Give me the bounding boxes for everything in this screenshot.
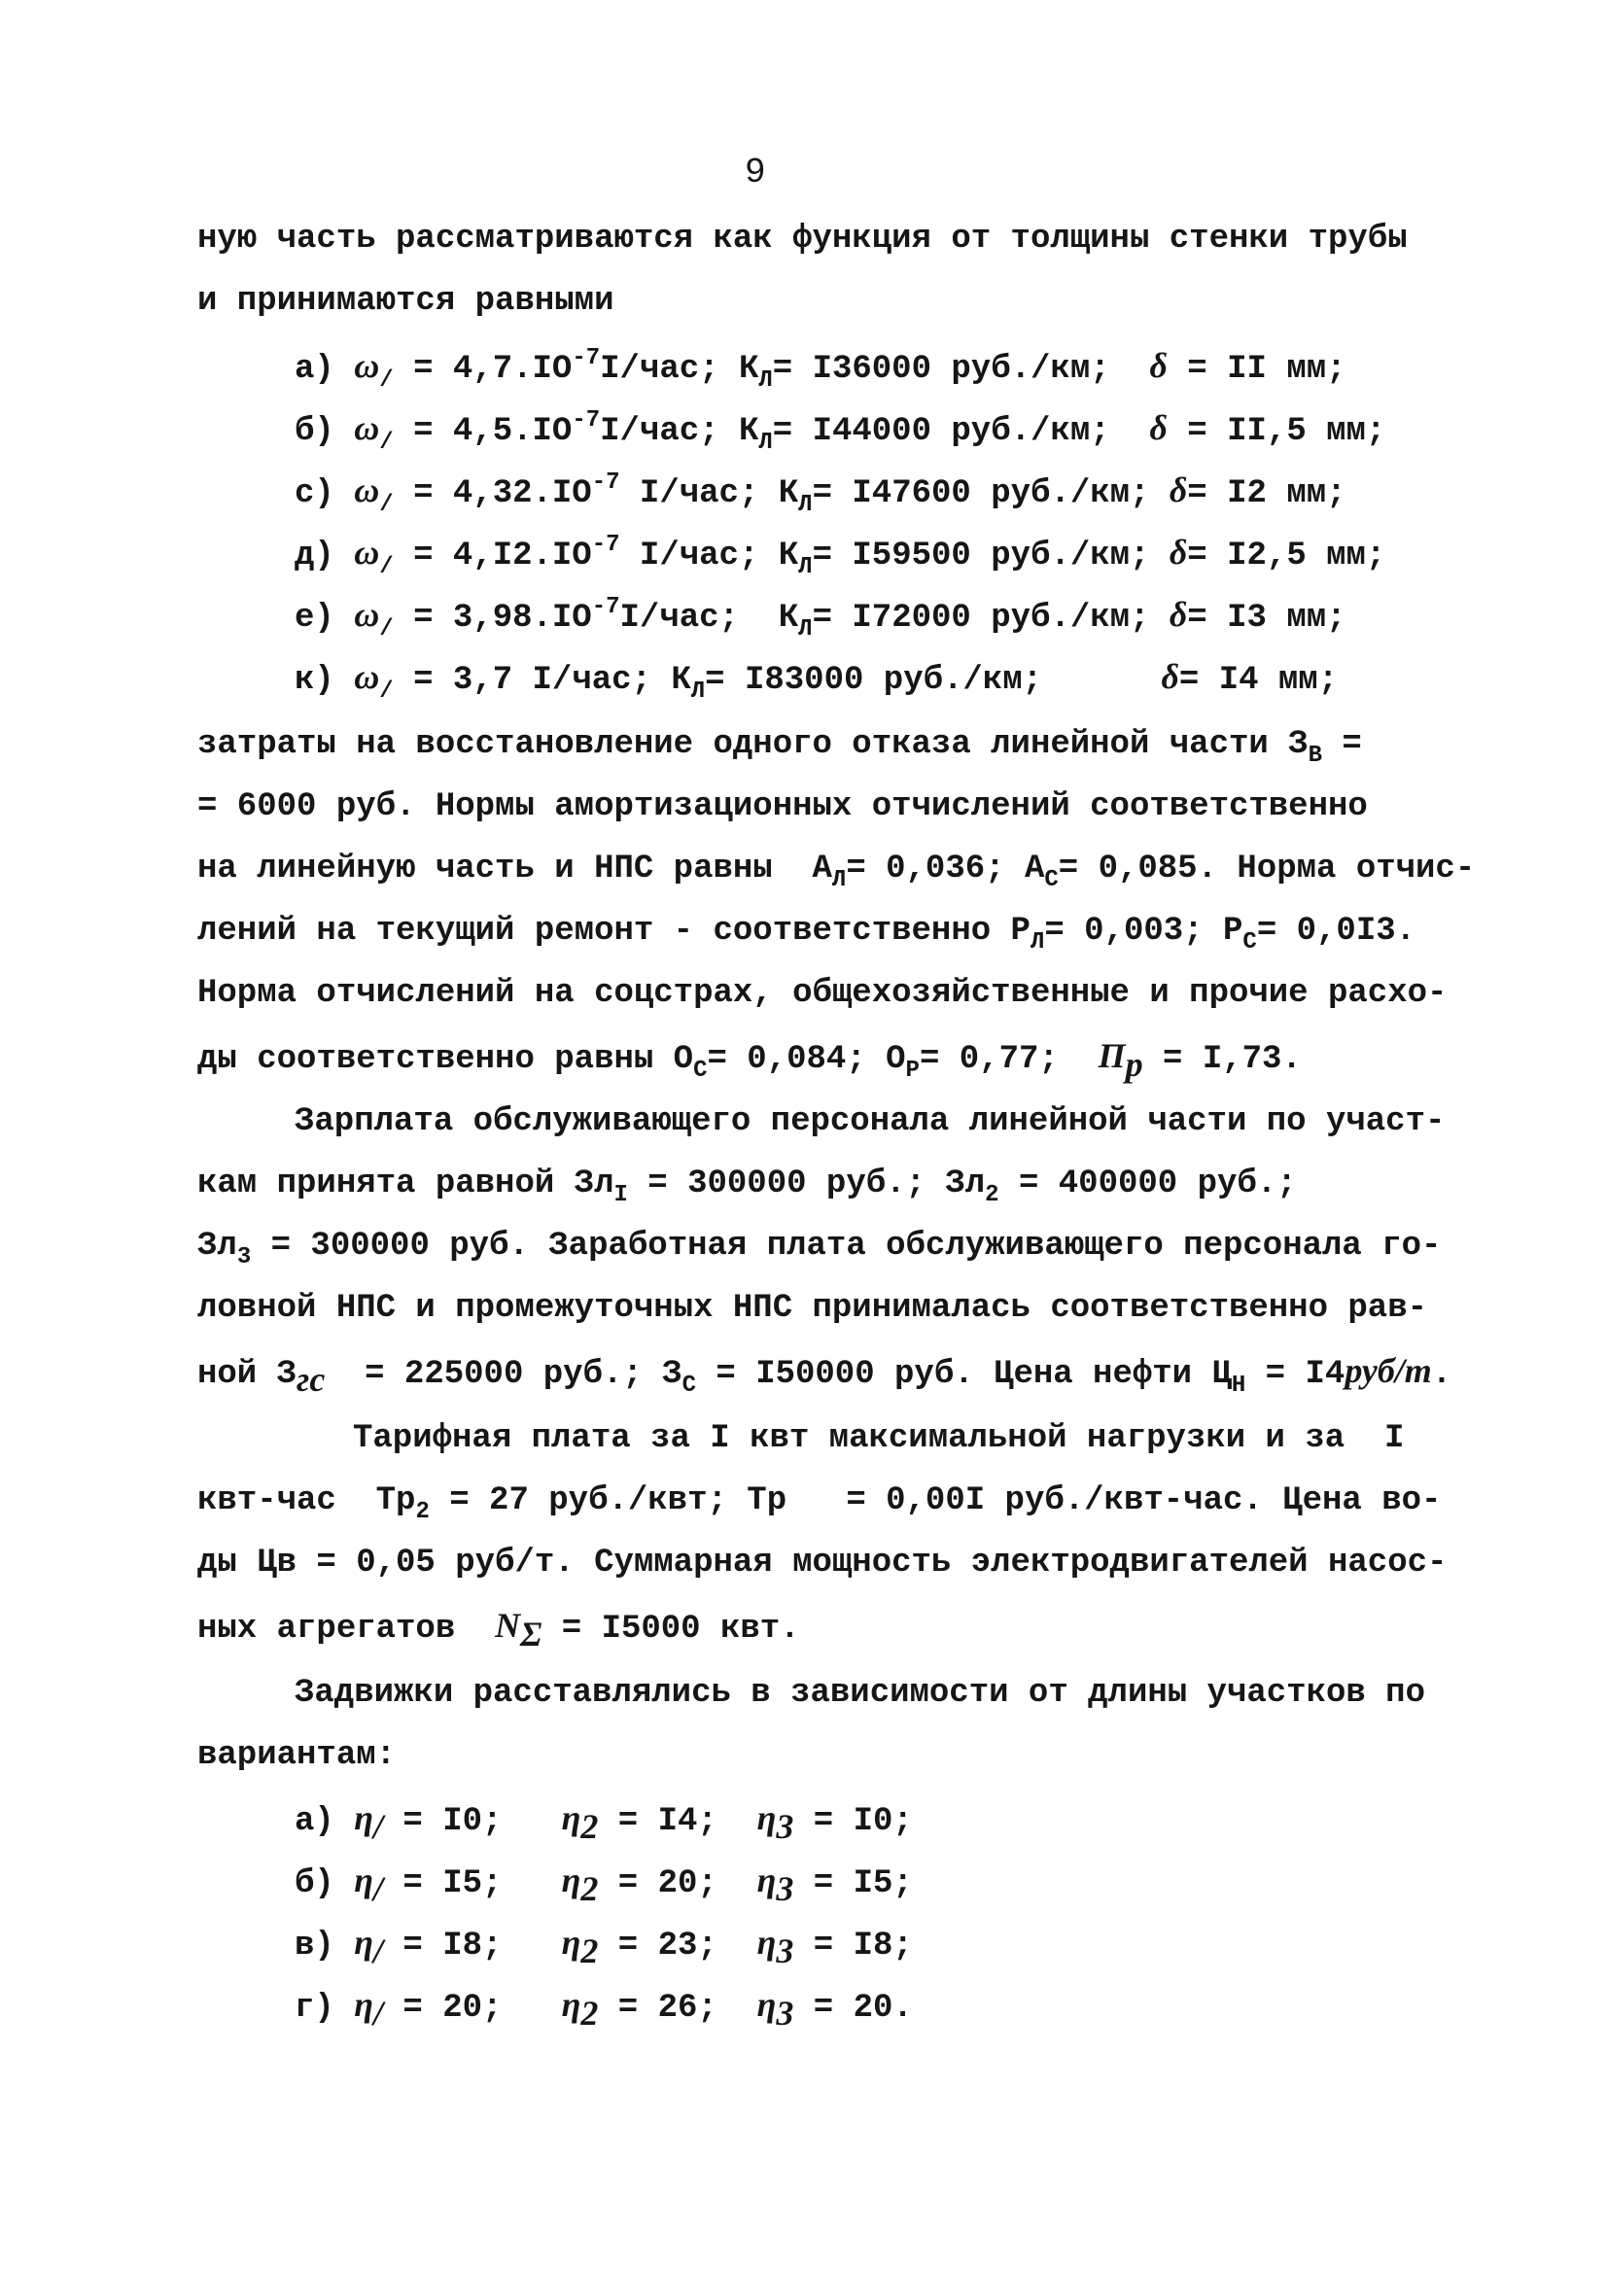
p1-line-2: = 6000 руб. Нормы амортизационных отчислений соответственно	[197, 788, 1368, 825]
p2-line-5: ной $З_{гс} = 225000$ руб.; $З_С = I50000$ руб. Цена нефти $Ц_Н = I4руб/т$.	[197, 1351, 1452, 1399]
valve-option: а) $\eta_/ = I0$; $\eta_2 = I4$; $\eta_3 = I0$;	[295, 1798, 913, 1846]
valve-option: б) $\eta_/ = I5$; $\eta_2 = 20$; $\eta_3 = I5$;	[295, 1861, 913, 1908]
p2-line-2: кам принята равной $Зл_I = 300000$ руб.; $Зл_2 = 400000$ руб.;	[197, 1165, 1297, 1208]
p1-line-4: лений на текущий ремонт - соответственно $Р_Л= 0,003$; $Р_С= 0,0I3$.	[197, 913, 1416, 956]
intro-line-2: и принимаются равными	[197, 283, 614, 320]
p1-line-5: Норма отчислений на соцстрах, общехозяйственные и прочие расхо-	[197, 975, 1448, 1012]
failure-option: с) $\omega_/ = 4,32.IO^{-7}$ I/час; $К_Л= I47600$ руб./км; δ= I2 мм;	[295, 470, 1346, 518]
intro-line-1: ную часть рассматриваются как функция от толщины стенки трубы	[197, 221, 1408, 258]
failure-option: д) $\omega_/ = 4,I2.IO^{-7}$ I/час; $К_Л= I59500$ руб./км; δ= I2,5 мм;	[295, 532, 1386, 580]
p2-line-4: ловной НПС и промежуточных НПС принималась соответственно рав-	[197, 1290, 1428, 1327]
p1-line-6: ды соответственно равны $О_С= 0,084$; $О_Р= 0,77$; $П_р = I,73$.	[197, 1036, 1302, 1084]
failure-option: б) $\omega_/ = 4,5.IO^{-7}I/час$; $К_Л= I44000$ руб./км; δ = II,5 мм;	[295, 407, 1386, 456]
p3-line-2: квт-час $Тр_2 = 27$ руб./квт; Тр = 0,00I руб./квт-час. Цена во-	[197, 1482, 1442, 1525]
failure-option: к) $\omega_/ = 3,7$ I/час; $К_Л= I83000$ руб./км; δ= I4 мм;	[295, 657, 1339, 705]
valve-option: г) $\eta_/ = 20$; $\eta_2 = 26$; $\eta_3 = 20$.	[295, 1985, 913, 2033]
p3-line-3: ды Цв = 0,05 руб/т. Суммарная мощность электродвигателей насос-	[197, 1545, 1448, 1582]
p1-line-1: затраты на восстановление одного отказа линейной части $З_В$ =	[197, 726, 1362, 769]
failure-option: е) $\omega_/ = 3,98.IO^{-7}I/час$; $К_Л= I72000$ руб./км; δ= I3 мм;	[295, 594, 1346, 643]
p3-line-4: ных агрегатов $N_\Sigma = I5000$ квт.	[197, 1606, 800, 1653]
failure-option: а) $\omega_/ = 4,7.IO^{-7}I/час$; $К_Л= I36000$ руб./км; δ = II мм;	[295, 345, 1346, 394]
p4-line-2: вариантам:	[197, 1737, 397, 1774]
p2-line-1: Зарплата обслуживающего персонала линейной части по участ-	[295, 1103, 1446, 1140]
valve-option: в) $\eta_/ = I8$; $\eta_2 = 23$; $\eta_3 = I8$;	[295, 1923, 913, 1970]
p2-line-3: $Зл_3 = 300000$ руб. Заработная плата обслуживающего персонала го-	[197, 1228, 1442, 1270]
p4-line-1: Задвижки расставлялись в зависимости от длины участков по	[295, 1675, 1425, 1712]
p1-line-3: на линейную часть и НПС равны $А_Л= 0,036$; $А_С= 0,085$. Норма отчис-	[197, 851, 1476, 893]
p3-line-1: Тарифная плата за I квт максимальной нагрузки и за I	[353, 1420, 1405, 1457]
page-number: 9	[745, 153, 766, 192]
